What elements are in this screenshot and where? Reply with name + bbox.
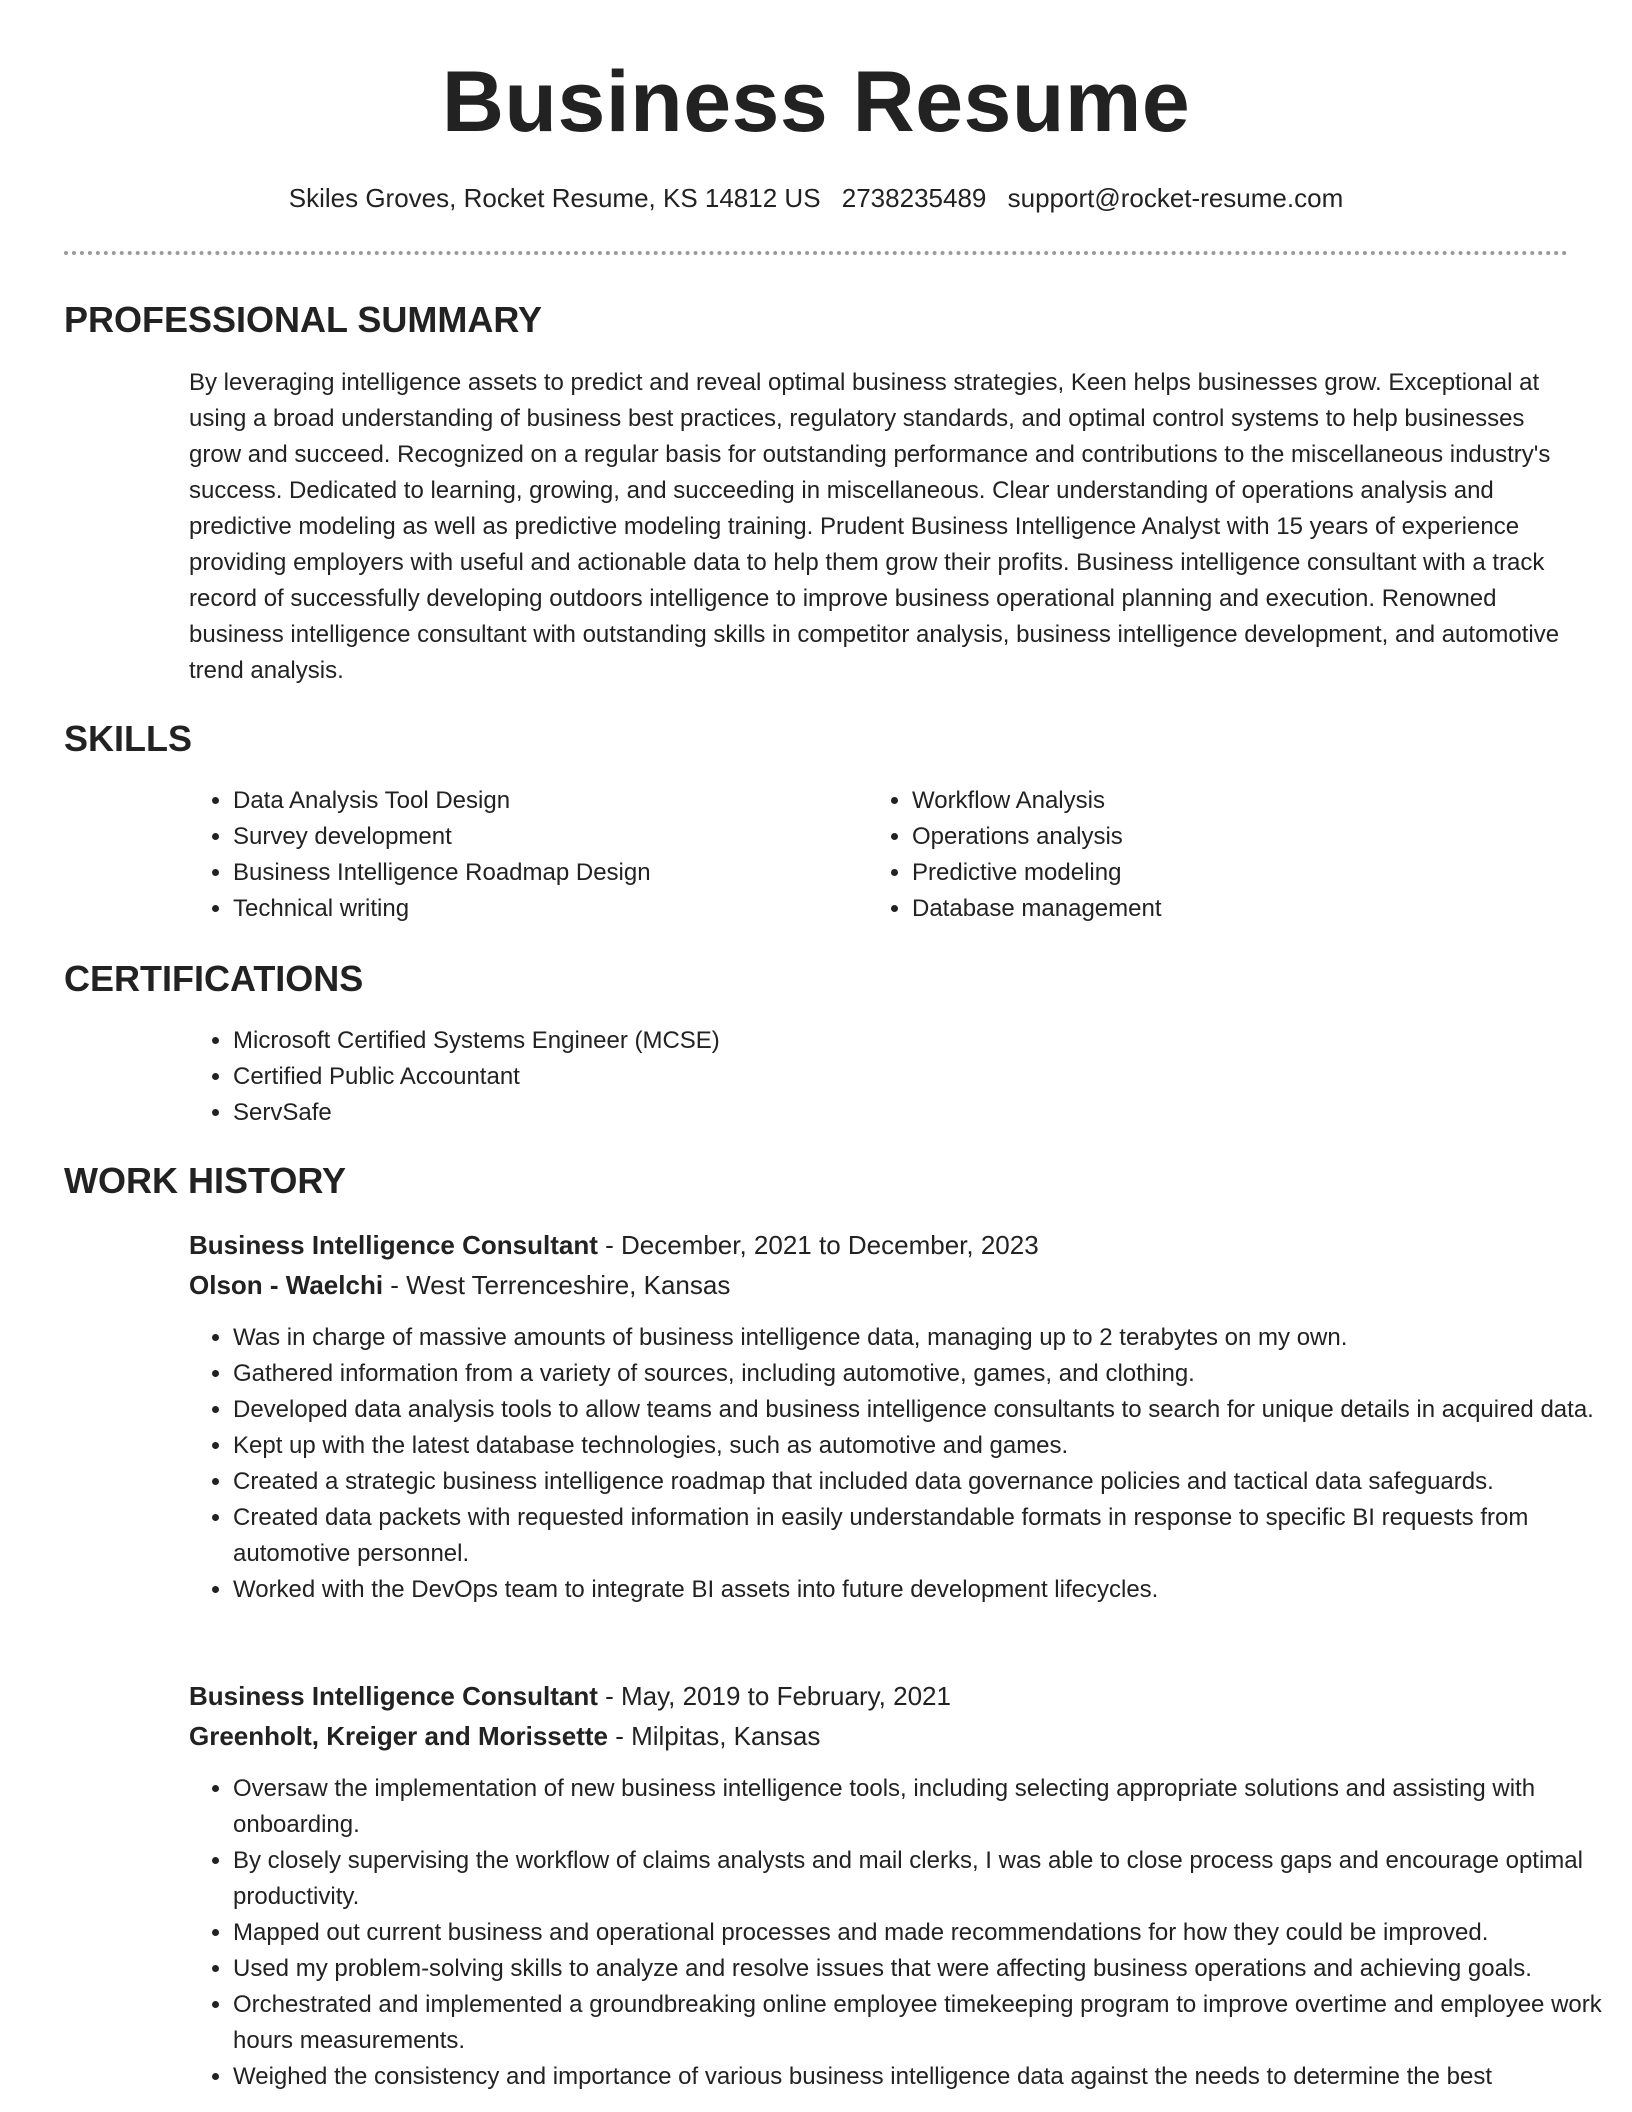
skill-item: • Database management [912, 891, 1512, 927]
header-divider [64, 251, 1568, 255]
certification-item: • Microsoft Certified Systems Engineer (MCSE) [233, 1023, 1433, 1059]
job-location: - West Terrenceshire, Kansas [383, 1270, 731, 1300]
contact-line [0, 180, 1632, 216]
job-title-line [189, 1225, 1039, 1265]
certification-item: • Certified Public Accountant [233, 1059, 1433, 1095]
job-duty: • Mapped out current business and operational processes and made recommendations for how they could be improved. [233, 1915, 1612, 1951]
job-duty: • Worked with the DevOps team to integrate BI assets into future development lifecycles. [233, 1572, 1612, 1608]
job-dates: - December, 2021 to December, 2023 [597, 1230, 1039, 1260]
skill-item: • Workflow Analysis [912, 783, 1512, 819]
skills-list-right [868, 783, 1512, 927]
skills-list-left [189, 783, 833, 927]
job-company: Greenholt, Kreiger and Morissette [189, 1721, 608, 1751]
contact-email: support@rocket-resume.com [1007, 183, 1344, 213]
job-duty: • Weighed the consistency and importance of various business intelligence data against the needs to determine the best [233, 2059, 1612, 2095]
summary-text: By leveraging intelligence assets to predict and reveal optimal business strategies, Keen helps businesses grow. Exceptional at using a broad understanding of business best practices, regulatory standards, and optimal control systems to help businesses grow and succeed. Recognized on a regular basis for outstanding performance and contributions to the miscellaneous industry's success. Dedicated to learning, growing, and succeeding in miscellaneous. Clear understanding of operations analysis and predictive modeling as well as predictive modeling training. Prudent Business Intelligence Analyst with 15 years of experience providing employers with useful and actionable data to help them grow their profits. Business intelligence consultant with a track record of successfully developing outdoors intelligence to improve business operational planning and execution. Renowned business intelligence consultant with outstanding skills in competitor analysis, business intelligence development, and automotive trend analysis. [189, 369, 1560, 684]
job-dates: - May, 2019 to February, 2021 [597, 1681, 951, 1711]
job-duty: • Developed data analysis tools to allow teams and business intelligence consultants to search for unique details in acquired data. [233, 1392, 1612, 1428]
skill-item: • Predictive modeling [912, 855, 1512, 891]
job-duty: • By closely supervising the workflow of claims analysts and mail clerks, I was able to close process gaps and encourage optimal productivity. [233, 1843, 1612, 1915]
skill-item: • Business Intelligence Roadmap Design [233, 855, 833, 891]
job-duty: • Orchestrated and implemented a groundbreaking online employee timekeeping program to improve overtime and employee work hours measurements. [233, 1987, 1612, 2059]
job-duty: • Oversaw the implementation of new business intelligence tools, including selecting appropriate solutions and assisting with onboarding. [233, 1771, 1612, 1843]
job-location: - Milpitas, Kansas [607, 1721, 821, 1751]
job-duty: • Created data packets with requested information in easily understandable formats in response to specific BI requests from automotive personnel. [233, 1500, 1612, 1572]
job-duty: • Created a strategic business intelligence roadmap that included data governance policies and tactical data safeguards. [233, 1464, 1612, 1500]
job-duty: • Gathered information from a variety of sources, including automotive, games, and clothing. [233, 1356, 1612, 1392]
job-title: Business Intelligence Consultant [189, 1681, 598, 1711]
resume-title: Business Resume [441, 54, 1191, 150]
job-duty: • Kept up with the latest database technologies, such as automotive and games. [233, 1428, 1612, 1464]
contact-address: Skiles Groves, Rocket Resume, KS 14812 US [288, 183, 821, 213]
skill-item: • Technical writing [233, 891, 833, 927]
skill-item: • Operations analysis [912, 819, 1512, 855]
job-duties-list [189, 1320, 1612, 1608]
job-company: Olson - Waelchi [189, 1270, 384, 1300]
job-duty: • Was in charge of massive amounts of business intelligence data, managing up to 2 terabytes on my own. [233, 1320, 1612, 1356]
work-history-heading: WORK HISTORY [64, 1160, 347, 1201]
job-duty: • Used my problem-solving skills to analyze and resolve issues that were affecting business operations and achieving goals. [233, 1951, 1612, 1987]
job-title: Business Intelligence Consultant [189, 1230, 598, 1260]
job-company-line [189, 1716, 820, 1756]
job-duties-list [189, 1771, 1612, 2095]
skills-heading: SKILLS [64, 718, 193, 759]
job-company-line [189, 1265, 730, 1305]
summary-heading: PROFESSIONAL SUMMARY [64, 299, 543, 340]
contact-phone: 2738235489 [841, 183, 987, 213]
certification-item: • ServSafe [233, 1095, 1433, 1131]
job-title-line [189, 1676, 951, 1716]
certifications-heading: CERTIFICATIONS [64, 958, 364, 999]
certifications-list [189, 1023, 1433, 1131]
skill-item: • Data Analysis Tool Design [233, 783, 833, 819]
skill-item: • Survey development [233, 819, 833, 855]
